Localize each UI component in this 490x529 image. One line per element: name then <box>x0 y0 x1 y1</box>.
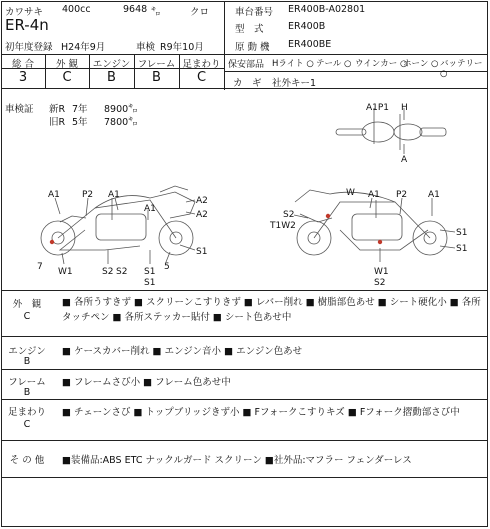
remark-category-other: そ の 他 <box>9 455 45 466</box>
right-label: A1 <box>428 190 440 200</box>
top-label-a1p1: A1P1 <box>366 103 390 113</box>
left-label: S1 <box>144 267 156 277</box>
right-label: S2 <box>283 210 295 220</box>
right-label: S1 <box>456 244 468 254</box>
grade-top-line <box>1 54 488 55</box>
odometer-new-km: 8900㌔ <box>104 104 138 115</box>
mileage: 9648 <box>123 4 148 15</box>
grade-value-engine: B <box>107 70 116 85</box>
remark-category-exterior: 外 観 <box>12 299 42 310</box>
inspection-value: R9年10月 <box>160 42 204 53</box>
right-label: S2 <box>374 278 386 288</box>
left-label: 7 <box>37 262 43 272</box>
maker: カワサキ <box>5 7 44 18</box>
left-label: A1 <box>48 190 60 200</box>
left-label: S2 <box>116 267 128 277</box>
right-label: W <box>346 188 355 198</box>
frame-no-label: 車台番号 <box>235 7 274 18</box>
remark-text-other: ■装備品:ABS ETC ナックルガード スクリーン ■社外品:マフラー フェンダーレス <box>62 455 412 466</box>
damage-marker <box>50 240 54 244</box>
remark-category-suspension: 足まわり <box>7 407 46 418</box>
damage-marker <box>326 214 330 218</box>
left-label: A2 <box>196 210 208 220</box>
grade-header-suspension: 足まわり <box>182 59 221 70</box>
safety-item-winker: ウインカー ○ <box>355 59 408 69</box>
top-label-a: A <box>401 155 408 165</box>
remark-grade-exterior: C <box>23 311 31 322</box>
left-label: A1 <box>108 190 120 200</box>
remarks-line <box>1 440 488 441</box>
remarks-line <box>1 369 488 370</box>
odometer-new-years: 7年 <box>72 104 88 115</box>
left-label: W1 <box>58 267 73 277</box>
header-divider <box>224 1 225 90</box>
left-label: 5 <box>164 262 170 272</box>
damage-marker <box>378 240 382 244</box>
safety-label: 保安部品 <box>228 60 265 70</box>
right-label: W1 <box>374 267 389 277</box>
grade-header-overall: 総 合 <box>11 59 35 70</box>
key-value: 社外キー1 <box>272 78 317 89</box>
safety-item-battery: バッテリー ○ <box>440 59 483 79</box>
left-label: A1 <box>144 204 156 214</box>
remark-text-frame: ■ フレームさび小 ■ フレーム色あせ中 <box>62 377 231 388</box>
right-label: P2 <box>396 190 408 200</box>
grade-value-overall: 3 <box>18 70 28 85</box>
remarks-line <box>1 477 488 478</box>
inspection-label: 車検 <box>136 42 156 53</box>
color: クロ <box>190 7 210 18</box>
safety-item-horn: ホーン ○ <box>403 59 439 69</box>
remarks-line <box>1 336 488 337</box>
remark-grade-frame: B <box>23 387 31 398</box>
remark-category-engine: エンジン <box>8 346 46 357</box>
mileage-unit: ㌔ <box>151 7 161 18</box>
model-name: ER-4n <box>5 16 49 34</box>
type-value: ER400B <box>288 21 326 32</box>
displacement: 400cc <box>62 4 91 15</box>
left-label: S1 <box>196 247 208 257</box>
grade-header-engine: エンジン <box>92 59 131 70</box>
right-label: S1 <box>456 228 468 238</box>
grade-value-frame: B <box>152 70 161 85</box>
leader-lines <box>55 108 455 264</box>
left-label: A2 <box>196 196 208 206</box>
right-label: A1 <box>368 190 380 200</box>
remark-category-frame: フレーム <box>8 377 46 388</box>
remark-text-exterior: ■ 各所うすきず ■ スクリーンこすりきず ■ レバー削れ ■ 樹脂部色あせ ■ シート硬化小 ■ 各所タッチペン ■ 各所ステッカー貼付 ■ シート色あせ中 <box>62 297 481 323</box>
engine-label: 原 動 機 <box>235 42 270 53</box>
grade-value-suspension: C <box>196 70 207 85</box>
grade-header-exterior: 外 観 <box>55 59 79 70</box>
first-registration-value: H24年9月 <box>61 42 106 53</box>
grade-header-frame: フレーム <box>137 59 176 70</box>
grade-value-exterior: C <box>62 70 72 85</box>
odometer-old-name: 旧R <box>49 117 66 128</box>
safety-item-headlight: Hライト ○ <box>272 59 314 69</box>
frame-no: ER400B-A02801 <box>288 4 366 15</box>
odometer-old-km: 7800㌔ <box>104 117 138 128</box>
left-label: S1 <box>144 278 156 288</box>
odometer-new-name: 新R <box>49 104 66 115</box>
key-label: カ ギ <box>233 78 262 89</box>
right-label: T1W2 <box>270 221 296 231</box>
remarks-top-line <box>1 290 488 291</box>
engine-value: ER400BE <box>288 39 332 50</box>
top-view-bike-icon <box>336 114 446 150</box>
remarks-line <box>1 399 488 400</box>
odometer-label: 車検証 <box>5 104 34 115</box>
remark-text-engine: ■ ケースカバー削れ ■ エンジン音小 ■ エンジン色あせ <box>62 346 303 357</box>
first-registration-label: 初年度登録 <box>5 42 53 53</box>
damage-diagram <box>0 90 490 290</box>
safety-item-tail: テール ○ <box>316 59 352 69</box>
remark-text-suspension: ■ チェーンさび ■ トップブリッジきず小 ■ Fフォークこすりキズ ■ Fフォーク摺動部さび中 <box>62 407 460 418</box>
left-label: P2 <box>82 190 94 200</box>
remark-grade-suspension: C <box>23 419 31 430</box>
diagram-labels <box>37 103 467 288</box>
left-label: S2 <box>102 267 114 277</box>
type-label: 型 式 <box>235 24 264 35</box>
remark-grade-engine: B <box>23 356 31 367</box>
top-label-h: H <box>401 103 408 113</box>
odometer-old-years: 5年 <box>72 117 88 128</box>
